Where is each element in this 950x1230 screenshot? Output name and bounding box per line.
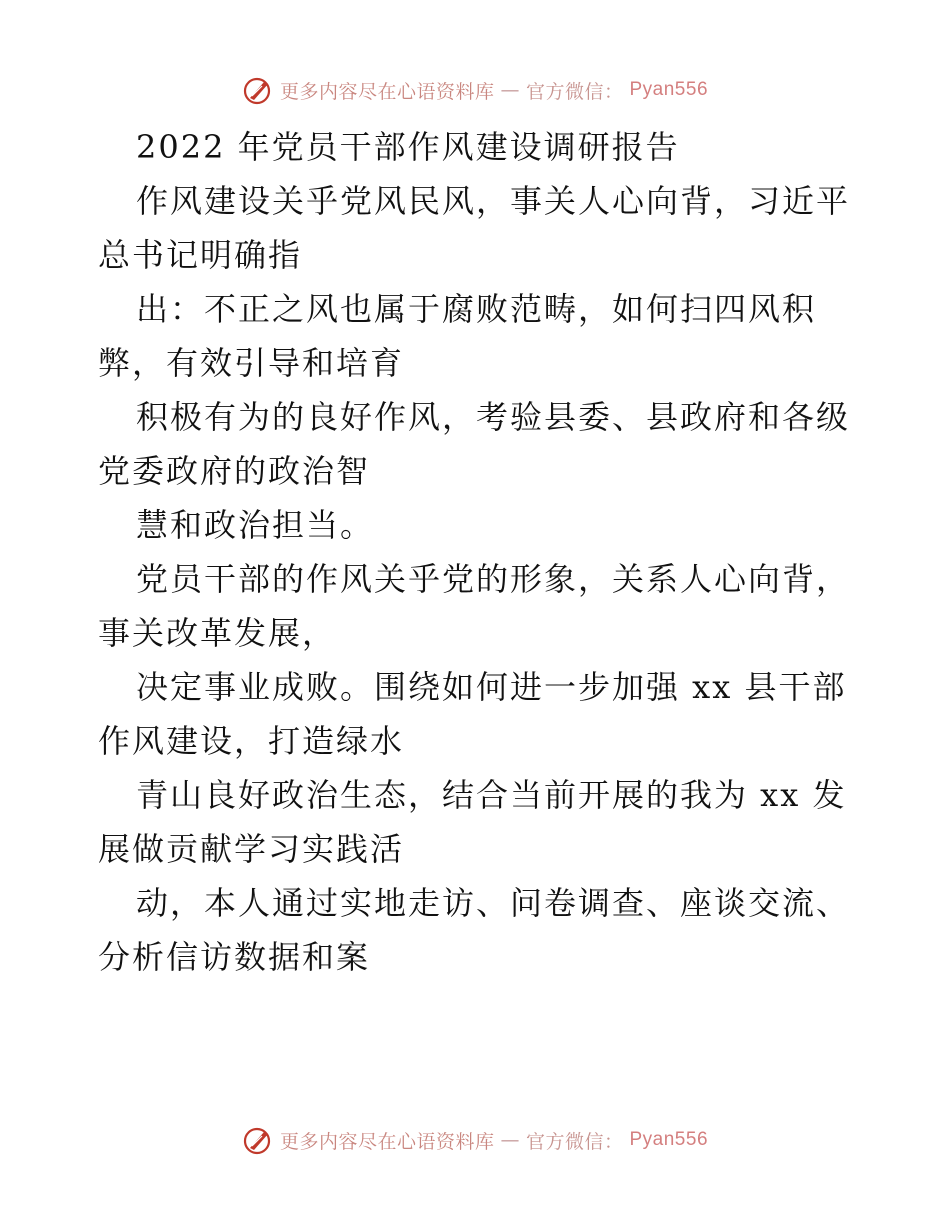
- document-line: 总书记明确指: [98, 236, 303, 274]
- watermark-separator: —: [500, 1129, 520, 1151]
- watermark-id: Pyan556: [629, 79, 709, 100]
- document-line: 作风建设，打造绿水: [98, 722, 405, 760]
- document-line: 慧和政治担当。: [136, 506, 375, 544]
- document-line: 决定事业成败。围绕如何进一步加强 xx 县干部: [136, 668, 847, 706]
- header-watermark: [0, 70, 950, 110]
- watermark-brand: 更多内容尽在心语资料库: [279, 1130, 495, 1153]
- watermark-separator: —: [500, 79, 520, 101]
- document-line: 弊，有效引导和培育: [98, 344, 405, 382]
- footer-watermark: [0, 1120, 950, 1160]
- watermark-brand: 更多内容尽在心语资料库: [279, 80, 495, 103]
- document-line: 出：不正之风也属于腐败范畴，如何扫四风积: [136, 290, 817, 328]
- document-title: 2022 年党员干部作风建设调研报告: [136, 128, 680, 166]
- document-body: [98, 120, 858, 984]
- document-line: 作风建设关乎党风民风，事关人心向背，习近平: [136, 182, 851, 220]
- watermark-official: 官方微信：: [525, 1130, 624, 1153]
- document-line: 党员干部的作风关乎党的形象，关系人心向背，: [136, 560, 851, 598]
- document-line: 党委政府的政治智: [98, 452, 371, 490]
- quill-logo-icon: [242, 1124, 274, 1156]
- quill-logo-icon: [242, 74, 274, 106]
- watermark-id: Pyan556: [629, 1129, 709, 1150]
- document-line: 分析信访数据和案: [98, 938, 371, 976]
- document-line: 青山良好政治生态，结合当前开展的我为 xx 发: [136, 776, 847, 814]
- document-line: 动，本人通过实地走访、问卷调查、座谈交流、: [136, 884, 851, 922]
- document-line: 展做贡献学习实践活: [98, 830, 405, 868]
- document-line: 积极有为的良好作风，考验县委、县政府和各级: [136, 398, 851, 436]
- document-line: 事关改革发展，: [98, 614, 337, 652]
- watermark-official: 官方微信：: [525, 80, 624, 103]
